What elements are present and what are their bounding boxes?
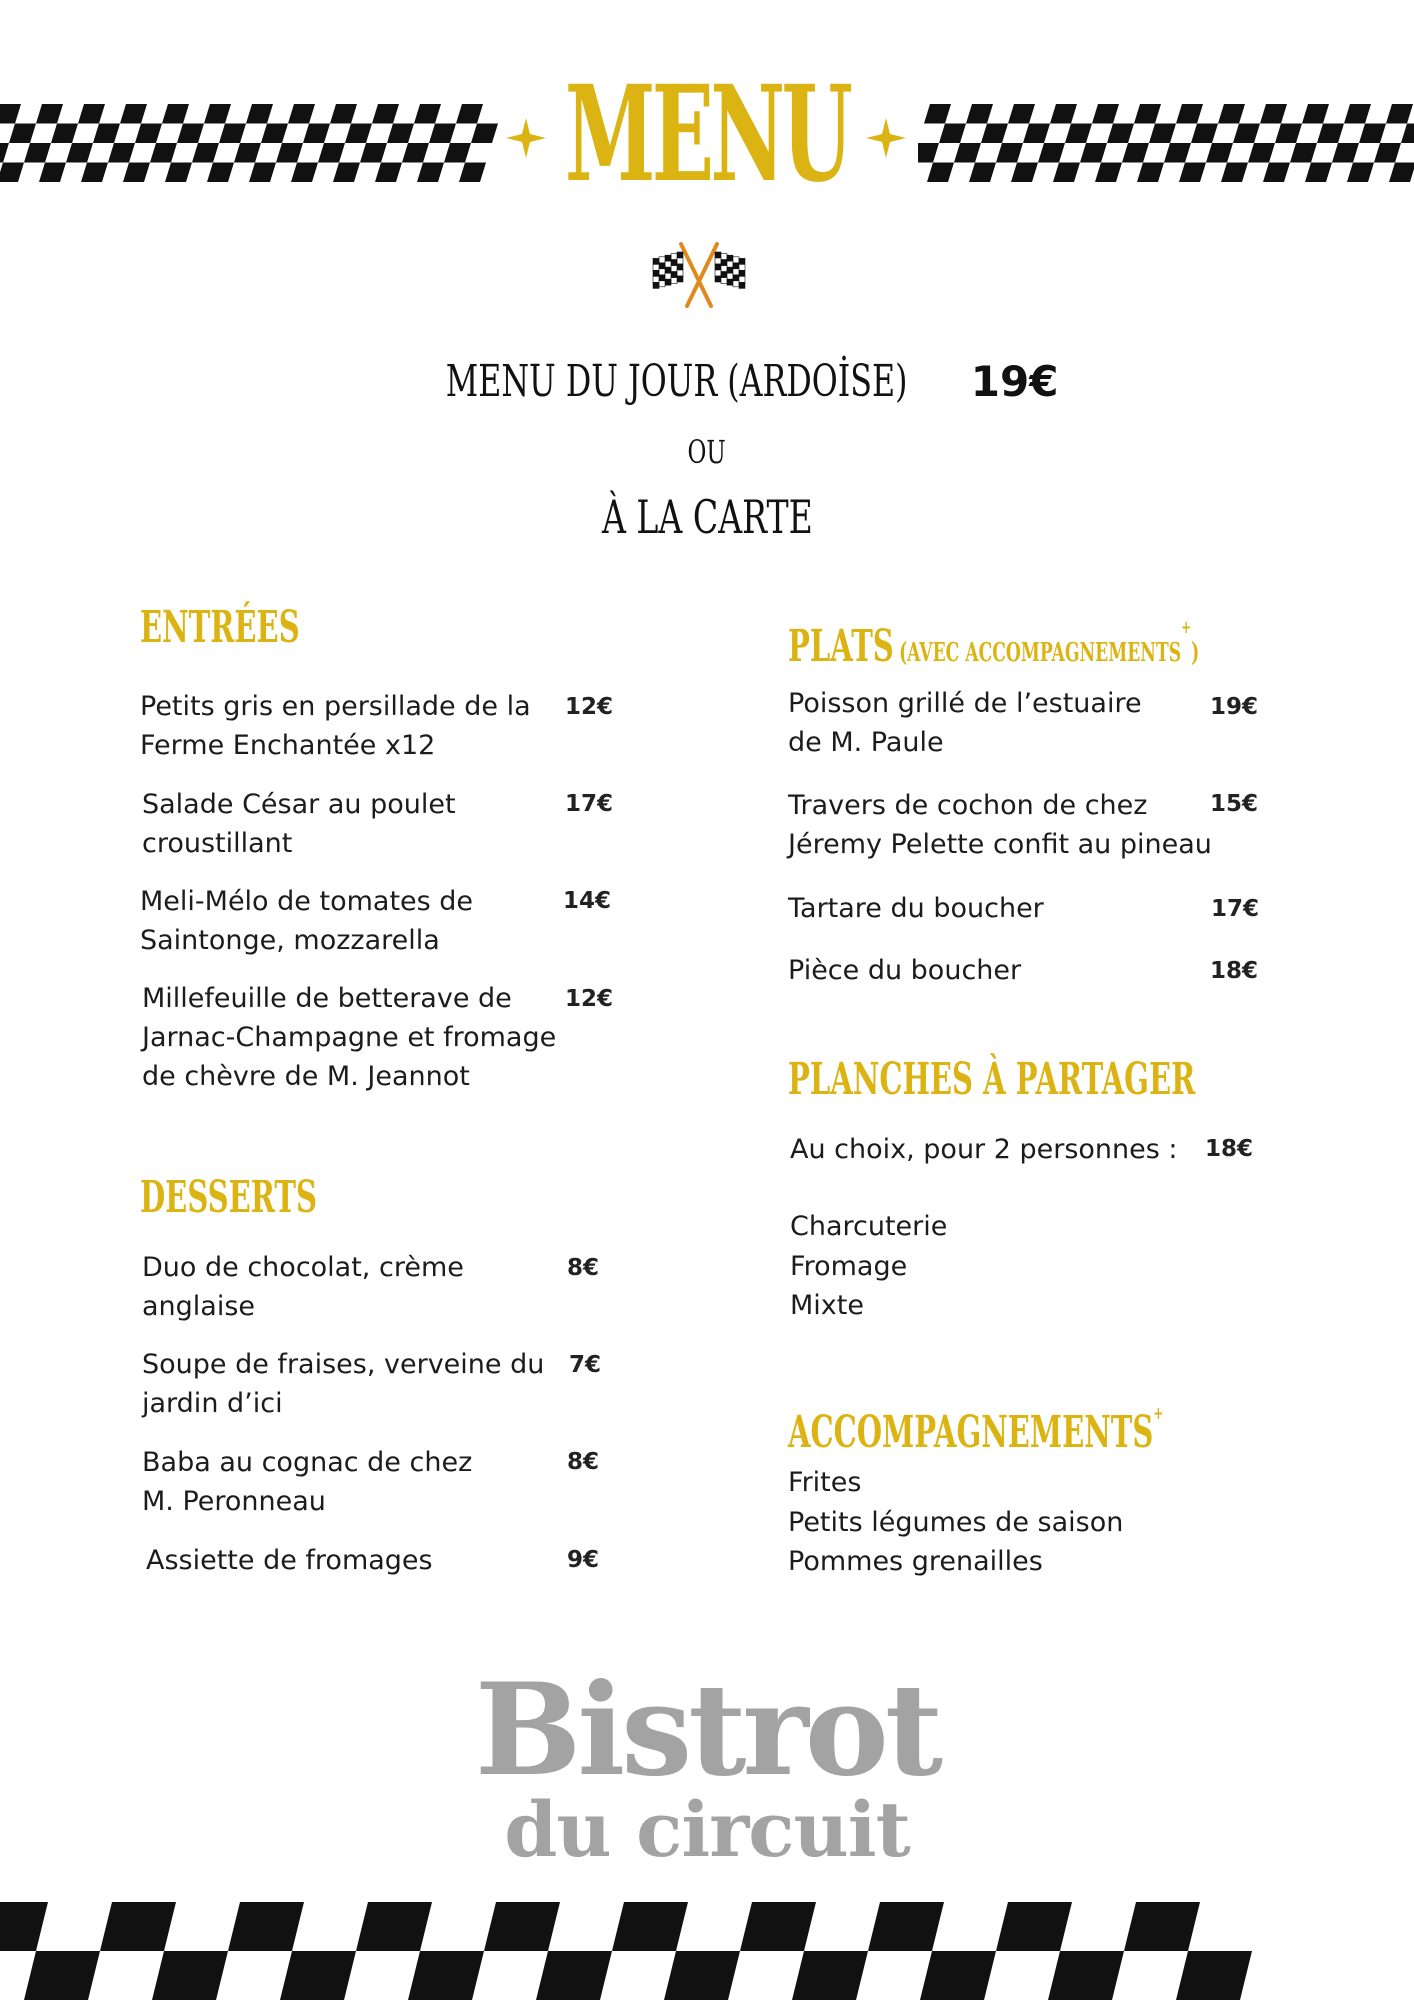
item-name-line: Assiette de fromages <box>146 1545 433 1576</box>
checker-square <box>78 104 105 124</box>
item-price: 17€ <box>565 791 614 817</box>
section-title-planches: PLANCHES À PARTAGER <box>788 1054 1196 1105</box>
checker-square <box>100 1902 176 1951</box>
item-name-line: Soupe de fraises, verveine du <box>142 1349 545 1380</box>
checker-square <box>920 1951 996 2000</box>
checker-square <box>120 104 147 124</box>
item-name-line: M. Peronneau <box>142 1486 326 1517</box>
flag-square <box>659 269 665 275</box>
item-name-line: Travers de cochon de chez <box>788 790 1148 821</box>
planches-options <box>790 1207 947 1326</box>
checker-square <box>36 104 63 124</box>
checker-square <box>1347 163 1374 183</box>
flag-square <box>727 273 733 279</box>
plats-subtitle: (AVEC ACCOMPAGNEMENTS <box>899 638 1182 668</box>
flag-square <box>727 255 733 261</box>
planches-intro: Au choix, pour 2 personnes : <box>790 1134 1178 1165</box>
checker-square <box>1191 124 1218 144</box>
flag-square <box>721 272 727 278</box>
item-name-line: Baba au cognac de chez <box>142 1447 473 1478</box>
flag-square <box>739 264 745 270</box>
checker-square <box>356 1902 432 1951</box>
flag-square <box>665 261 671 267</box>
item-price: 14€ <box>563 888 612 914</box>
checker-square <box>162 104 189 124</box>
item-name-line: Saintonge, mozzarella <box>140 925 440 956</box>
item-name-line: Meli-Mélo de tomates de <box>140 886 474 917</box>
flag-square <box>715 252 721 258</box>
checker-square <box>1344 104 1371 124</box>
a-la-carte-text: À LA CARTE <box>601 490 813 544</box>
checker-square <box>1305 163 1332 183</box>
checker-square <box>108 143 135 163</box>
item-name-line: Pièce du boucher <box>788 955 1022 986</box>
checker-square <box>1317 124 1344 144</box>
list-item: Mixte <box>790 1290 864 1321</box>
item-price: 8€ <box>567 1449 600 1475</box>
checker-square <box>39 163 66 183</box>
flag-square <box>659 263 665 269</box>
checker-square <box>1290 143 1317 163</box>
flag-square <box>653 282 659 288</box>
menu-du-jour-line <box>0 354 1414 410</box>
flag-square <box>733 275 739 281</box>
list-item: Petits légumes de saison <box>788 1506 1124 1538</box>
logo-du-circuit: du circuit <box>504 1785 910 1874</box>
item-name-line: Jéremy Pelette confit au pineau <box>788 829 1212 860</box>
flag-square <box>733 257 739 263</box>
flag-square <box>659 281 665 287</box>
flag-square <box>671 266 677 272</box>
flag-square <box>677 258 683 264</box>
checker-square <box>24 143 51 163</box>
planches-price: 18€ <box>1205 1136 1254 1162</box>
checker-square <box>66 143 93 163</box>
checker-square <box>135 124 162 144</box>
item-name-line: de chèvre de M. Jeannot <box>142 1061 470 1092</box>
checker-square <box>123 163 150 183</box>
flag-square <box>659 257 665 263</box>
checker-square <box>1176 104 1203 124</box>
checker-square <box>204 104 231 124</box>
item-price: 8€ <box>567 1255 600 1281</box>
flag-square <box>659 275 665 281</box>
checker-square <box>1218 104 1245 124</box>
item-name-line: Poisson grillé de l’estuaire <box>788 688 1142 719</box>
flag-square <box>671 254 677 260</box>
checker-square <box>1221 163 1248 183</box>
checker-square <box>219 124 246 144</box>
flag-square <box>665 267 671 273</box>
list-item: Frites <box>788 1467 862 1498</box>
flag-square <box>715 258 721 264</box>
checker-square <box>1401 124 1414 144</box>
checker-square <box>1149 124 1176 144</box>
checker-square <box>150 143 177 163</box>
checker-square <box>408 1951 484 2000</box>
checker-square <box>536 1951 612 2000</box>
checker-square <box>207 163 234 183</box>
item-price: 7€ <box>569 1352 602 1378</box>
flag-square <box>715 270 721 276</box>
checker-square <box>1263 163 1290 183</box>
checker-square <box>9 124 36 144</box>
section-title-desserts: DESSERTS <box>140 1172 317 1223</box>
accompagnements-list <box>788 1463 1123 1582</box>
or-label <box>0 432 1414 472</box>
item-name-line: croustillant <box>142 828 293 859</box>
checker-square <box>1374 143 1401 163</box>
item-price: 12€ <box>565 986 614 1012</box>
checker-square <box>1179 163 1206 183</box>
item-price: 17€ <box>1211 896 1260 922</box>
checker-square <box>1359 124 1386 144</box>
menu-item <box>142 979 556 1096</box>
checkered-flags-icon <box>647 240 751 310</box>
flag-square <box>677 276 683 282</box>
item-name-line: Tartare du boucher <box>788 893 1044 924</box>
plats-title-text: PLATS <box>788 621 894 672</box>
flag-square <box>727 279 733 285</box>
menu-title: MENU <box>564 57 850 212</box>
menu-item <box>142 785 456 863</box>
checker-square <box>996 1902 1072 1951</box>
list-item: Pommes grenailles <box>788 1546 1043 1577</box>
checker-square <box>177 124 204 144</box>
item-name-line: de M. Paule <box>788 727 944 758</box>
flag-square <box>653 258 659 264</box>
flag-square <box>665 273 671 279</box>
flag-square <box>733 281 739 287</box>
checker-square <box>0 104 21 124</box>
menu-item <box>142 1248 464 1326</box>
flag-square <box>727 267 733 273</box>
checker-square <box>1260 104 1287 124</box>
logo-bistrot: Bistrot <box>474 1656 940 1804</box>
checker-square <box>484 1902 560 1951</box>
checker-square <box>1164 143 1191 163</box>
checker-square <box>664 1951 740 2000</box>
item-price: 19€ <box>1210 694 1259 720</box>
flag-square <box>721 260 727 266</box>
flag-square <box>671 278 677 284</box>
checker-square <box>792 1951 868 2000</box>
checker-square <box>81 163 108 183</box>
checkered-strip-bottom <box>0 1902 1414 2000</box>
checker-square <box>1124 1902 1200 1951</box>
flag-square <box>677 270 683 276</box>
section-title-accompagnements <box>788 1386 1163 1461</box>
plats-subtitle-end: ) <box>1191 638 1200 668</box>
item-name-line: Duo de chocolat, crème <box>142 1252 464 1283</box>
list-item: Charcuterie <box>790 1211 948 1242</box>
menu-item <box>788 889 1044 928</box>
flag-square <box>733 263 739 269</box>
checker-square <box>1332 143 1359 163</box>
item-name-line: Salade César au poulet <box>142 789 456 820</box>
item-name-line: Petits gris en persillade de la <box>140 691 531 722</box>
menu-du-jour-label: MENU DU JOUR (ARDOİSE) <box>445 356 908 407</box>
menu-du-jour-price: 19€ <box>970 357 1059 406</box>
flag-square <box>665 255 671 261</box>
item-name-line: jardin d’ici <box>142 1388 283 1419</box>
section-title-plats <box>788 600 1199 681</box>
checker-square <box>1386 104 1413 124</box>
flag-square <box>739 258 745 264</box>
accompaniment-mark: + <box>1181 617 1192 638</box>
sparkle-icon-right <box>866 118 906 158</box>
menu-item <box>140 882 473 960</box>
flag-square <box>733 269 739 275</box>
flag-square <box>715 264 721 270</box>
item-price: 18€ <box>1210 958 1259 984</box>
flag-square <box>739 270 745 276</box>
checker-square <box>0 143 9 163</box>
checker-square <box>1206 143 1233 163</box>
checker-square <box>165 163 192 183</box>
checker-square <box>234 143 261 163</box>
checker-square <box>1176 1951 1252 2000</box>
flag-square <box>721 278 727 284</box>
accompagnements-title-text: ACCOMPAGNEMENTS <box>788 1407 1154 1458</box>
checker-square <box>51 124 78 144</box>
accompaniment-mark: + <box>1153 1403 1164 1424</box>
checker-square <box>0 1902 48 1951</box>
flag-square <box>671 260 677 266</box>
checker-square <box>1248 143 1275 163</box>
checker-square <box>152 1951 228 2000</box>
flag-square <box>721 266 727 272</box>
or-text: OU <box>687 433 727 471</box>
menu-item <box>788 684 1142 762</box>
checker-square <box>1302 104 1329 124</box>
flag-square <box>715 276 721 282</box>
checker-square <box>0 163 24 183</box>
flag-square <box>677 252 683 258</box>
item-name-line: anglaise <box>142 1291 256 1322</box>
flag-square <box>739 276 745 282</box>
checker-square <box>740 1902 816 1951</box>
flag-square <box>653 264 659 270</box>
item-price: 12€ <box>565 694 614 720</box>
menu-item <box>142 1443 472 1521</box>
checker-square <box>1275 124 1302 144</box>
checker-square <box>1233 124 1260 144</box>
checker-square <box>612 1902 688 1951</box>
flag-square <box>727 261 733 267</box>
list-item: Fromage <box>790 1250 908 1282</box>
item-name-line: Ferme Enchantée x12 <box>140 730 436 761</box>
menu-item <box>788 951 1021 990</box>
menu-item <box>142 1345 544 1423</box>
flag-square <box>665 279 671 285</box>
menu-item <box>788 786 1212 864</box>
item-price: 9€ <box>567 1547 600 1573</box>
section-title-entrees: ENTRÉES <box>140 602 300 653</box>
a-la-carte-label <box>0 488 1414 546</box>
checker-square <box>24 1951 100 2000</box>
item-name-line: Millefeuille de betterave de <box>142 983 512 1014</box>
menu-item <box>140 687 531 765</box>
item-price: 15€ <box>1210 791 1259 817</box>
flag-square <box>671 272 677 278</box>
checker-square <box>93 124 120 144</box>
flag-square <box>653 270 659 276</box>
checker-square <box>280 1951 356 2000</box>
flag-square <box>677 264 683 270</box>
flag-square <box>739 282 745 288</box>
checker-square <box>228 1902 304 1951</box>
checker-square <box>1389 163 1414 183</box>
checker-square <box>1048 1951 1124 2000</box>
flag-square <box>653 276 659 282</box>
menu-item <box>146 1541 433 1580</box>
flag-square <box>721 254 727 260</box>
checker-square <box>868 1902 944 1951</box>
checker-square <box>192 143 219 163</box>
item-name-line: Jarnac-Champagne et fromage <box>142 1022 557 1053</box>
